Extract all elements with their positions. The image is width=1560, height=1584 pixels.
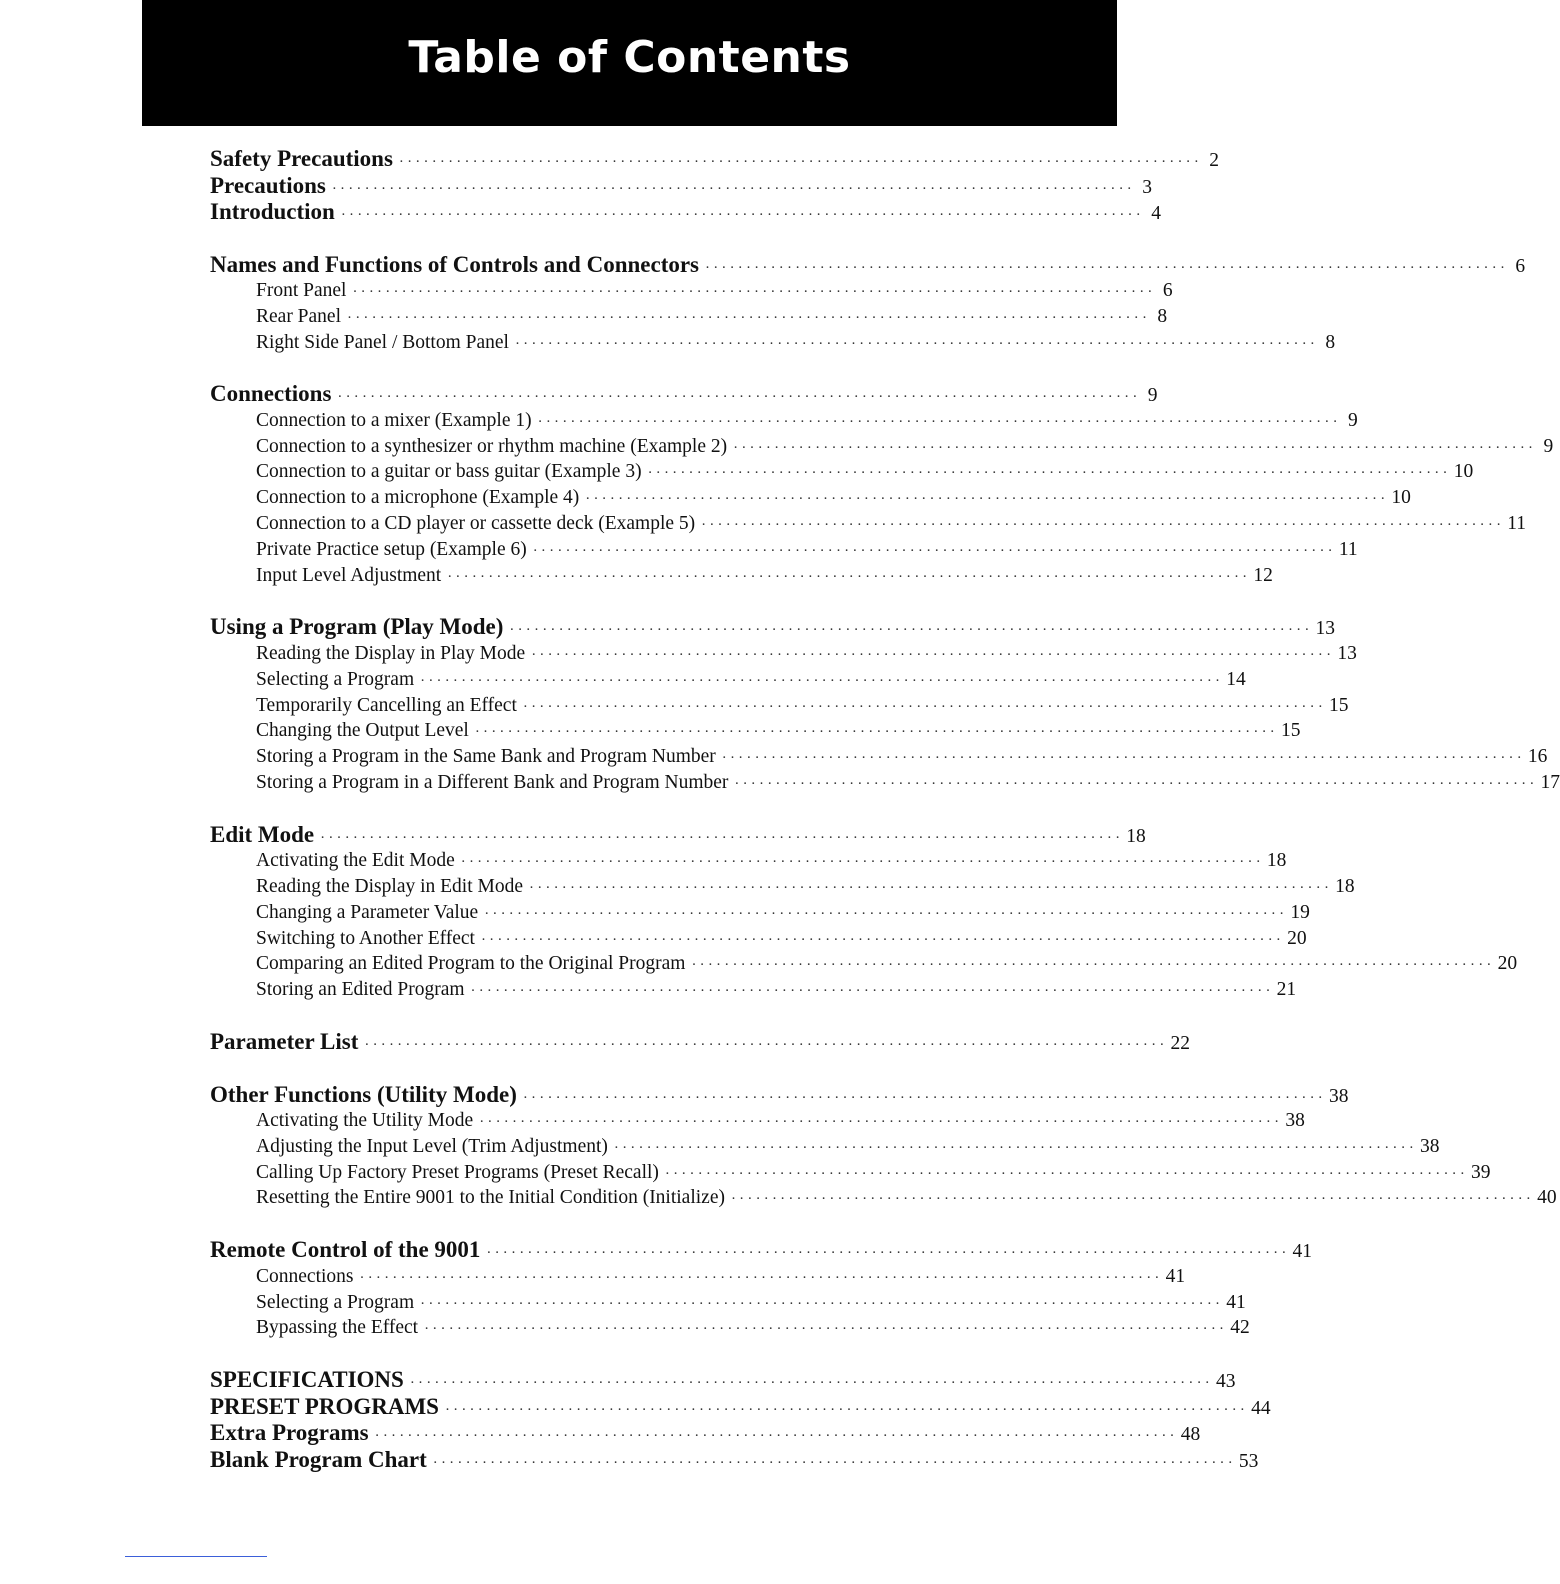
dot-leader: ·································································································· bbox=[705, 259, 1509, 276]
toc-subentry bbox=[210, 848, 1287, 874]
dot-leader: ·································································································· bbox=[691, 957, 1495, 974]
toc-page-number: 38 bbox=[1285, 1110, 1305, 1132]
toc-subentry bbox=[210, 1290, 1246, 1316]
toc-subentry bbox=[210, 1264, 1186, 1290]
toc-page-number: 53 bbox=[1238, 1450, 1259, 1472]
table-of-contents bbox=[210, 146, 1560, 1499]
toc-entry-label: Input Level Adjustment bbox=[256, 564, 442, 586]
toc-heading-entry bbox=[210, 1420, 1201, 1447]
toc-subentry bbox=[210, 667, 1246, 693]
toc-page-number: 40 bbox=[1537, 1187, 1557, 1209]
toc-subentry bbox=[210, 459, 1474, 485]
dot-leader: ·································································································· bbox=[701, 517, 1505, 534]
toc-page-number: 48 bbox=[1180, 1424, 1201, 1446]
toc-entry-label: Using a Program (Play Mode) bbox=[210, 614, 504, 640]
toc-entry-label: Names and Functions of Controls and Connectors bbox=[210, 251, 700, 277]
toc-subentry bbox=[210, 1185, 1557, 1211]
toc-page-number: 16 bbox=[1527, 746, 1548, 768]
toc-heading-entry bbox=[210, 172, 1152, 200]
dot-leader: ·································································································· bbox=[647, 465, 1451, 482]
dot-leader: ·································································································· bbox=[484, 905, 1288, 922]
toc-page-number: 19 bbox=[1290, 901, 1310, 923]
toc-entry-label: Connection to a CD player or cassette deck (Example 5) bbox=[256, 513, 696, 535]
toc-subentry bbox=[210, 563, 1273, 589]
dot-leader: ·································································································· bbox=[733, 439, 1537, 456]
dot-leader: ·································································································· bbox=[424, 1321, 1228, 1338]
toc-subentry bbox=[210, 693, 1349, 719]
toc-section bbox=[210, 1237, 1313, 1341]
toc-section bbox=[210, 1029, 1191, 1056]
title-banner bbox=[142, 0, 1117, 126]
toc-heading-entry bbox=[210, 1393, 1271, 1421]
toc-heading-entry bbox=[210, 1367, 1236, 1394]
dot-leader: ·································································································· bbox=[514, 335, 1319, 352]
toc-page-number: 9 bbox=[1147, 385, 1158, 407]
dot-leader: ·································································································· bbox=[486, 1245, 1290, 1262]
toc-page-number: 20 bbox=[1497, 953, 1518, 975]
dot-leader: ·································································································· bbox=[537, 413, 1341, 430]
toc-section bbox=[210, 251, 1526, 356]
toc-subentry bbox=[210, 926, 1307, 952]
toc-page-number: 41 bbox=[1165, 1265, 1186, 1287]
toc-page-number: 44 bbox=[1251, 1397, 1271, 1419]
dot-leader: ·································································································· bbox=[470, 983, 1274, 1000]
toc-page-number: 21 bbox=[1276, 979, 1297, 1001]
toc-page-number: 11 bbox=[1507, 513, 1527, 535]
toc-page-number: 4 bbox=[1151, 203, 1161, 224]
dot-leader: ·································································································· bbox=[522, 698, 1327, 715]
dot-leader: ·································································································· bbox=[532, 542, 1336, 559]
toc-page-number: 15 bbox=[1280, 720, 1301, 742]
toc-entry-label: Extra Programs bbox=[210, 1420, 369, 1446]
dot-leader: ·································································································· bbox=[352, 284, 1156, 300]
toc-entry-label: Storing an Edited Program bbox=[256, 979, 465, 1001]
dot-leader: ·································································································· bbox=[420, 672, 1224, 689]
toc-entry-label: Rear Panel bbox=[256, 305, 342, 327]
toc-page-number: 13 bbox=[1315, 618, 1336, 640]
toc-entry-label: Storing a Program in a Different Bank and Program Number bbox=[256, 771, 729, 793]
toc-entry-label: Activating the Utility Mode bbox=[256, 1110, 474, 1132]
toc-entry-label: Blank Program Chart bbox=[210, 1446, 427, 1472]
toc-subentry bbox=[210, 1315, 1250, 1341]
toc-subentry bbox=[210, 408, 1358, 434]
toc-subentry bbox=[210, 718, 1301, 744]
toc-heading-entry bbox=[210, 381, 1158, 408]
toc-subentry bbox=[210, 1160, 1491, 1186]
dot-leader: ·································································································· bbox=[479, 1114, 1283, 1131]
toc-entry-label: Parameter List bbox=[210, 1029, 359, 1055]
dot-leader: ·································································································· bbox=[409, 1375, 1213, 1392]
toc-page-number: 38 bbox=[1328, 1085, 1349, 1107]
toc-entry-label: Switching to Another Effect bbox=[256, 927, 475, 949]
dot-leader: ·································································································· bbox=[359, 1269, 1163, 1286]
dot-leader: ·································································································· bbox=[664, 1165, 1469, 1182]
toc-page-number: 41 bbox=[1226, 1291, 1246, 1313]
toc-entry-label: PRESET PROGRAMS bbox=[210, 1393, 439, 1419]
toc-subentry bbox=[210, 641, 1357, 667]
toc-entry-label: Changing a Parameter Value bbox=[256, 901, 479, 923]
toc-entry-label: Reading the Display in Play Mode bbox=[256, 642, 526, 664]
toc-page-number: 2 bbox=[1209, 150, 1220, 171]
toc-page-number: 18 bbox=[1126, 825, 1146, 847]
dot-leader: ·································································································· bbox=[730, 1191, 1535, 1208]
toc-entry-label: Safety Precautions bbox=[210, 146, 393, 171]
toc-heading-entry bbox=[210, 1029, 1191, 1056]
toc-subentry bbox=[210, 1108, 1305, 1134]
toc-entry-label: Connection to a synthesizer or rhythm machine (Example 2) bbox=[256, 435, 728, 457]
dot-leader: ·································································································· bbox=[460, 854, 1264, 871]
toc-entry-label: Right Side Panel / Bottom Panel bbox=[256, 331, 509, 353]
toc-entry-label: Other Functions (Utility Mode) bbox=[210, 1081, 517, 1107]
dot-leader: ·································································································· bbox=[613, 1139, 1418, 1156]
toc-section bbox=[210, 614, 1560, 795]
toc-section bbox=[210, 381, 1554, 588]
toc-entry-label: Reading the Display in Edit Mode bbox=[256, 876, 524, 898]
dot-leader: ·································································································· bbox=[509, 622, 1313, 639]
toc-page-number: 42 bbox=[1230, 1317, 1250, 1339]
dot-leader: ·································································································· bbox=[444, 1401, 1249, 1418]
toc-page-number: 11 bbox=[1338, 538, 1358, 560]
toc-page-number: 13 bbox=[1337, 642, 1357, 664]
toc-page-number: 9 bbox=[1543, 435, 1554, 457]
toc-page-number: 22 bbox=[1170, 1033, 1191, 1055]
toc-entry-label: Selecting a Program bbox=[256, 1291, 415, 1313]
toc-entry-label: Front Panel bbox=[256, 280, 347, 301]
toc-page-number: 8 bbox=[1325, 331, 1336, 353]
dot-leader: ·································································································· bbox=[585, 491, 1389, 508]
toc-entry-label: SPECIFICATIONS bbox=[210, 1367, 404, 1393]
toc-heading-entry bbox=[210, 821, 1146, 849]
dot-leader: ·································································································· bbox=[420, 1295, 1224, 1312]
dot-leader: ·································································································· bbox=[331, 180, 1135, 197]
toc-subentry bbox=[210, 951, 1518, 977]
toc-entry-label: Calling Up Factory Preset Programs (Preset Recall) bbox=[256, 1161, 659, 1183]
toc-subentry bbox=[210, 537, 1358, 563]
toc-subentry bbox=[210, 1134, 1440, 1160]
toc-entry-label: Private Practice setup (Example 6) bbox=[256, 538, 527, 560]
toc-section bbox=[210, 1367, 1271, 1473]
dot-leader: ·································································································· bbox=[721, 750, 1525, 767]
toc-entry-label: Adjusting the Input Level (Trim Adjustment) bbox=[256, 1135, 608, 1157]
toc-heading-entry bbox=[210, 251, 1526, 279]
toc-subentry bbox=[210, 770, 1560, 796]
dot-leader: ·································································································· bbox=[447, 568, 1251, 585]
toc-subentry bbox=[210, 977, 1297, 1003]
dot-leader: ·································································································· bbox=[474, 724, 1278, 741]
toc-heading-entry bbox=[210, 1081, 1349, 1109]
dot-leader: ·································································································· bbox=[432, 1454, 1236, 1471]
dot-leader: ·································································································· bbox=[522, 1089, 1326, 1106]
toc-entry-label: Storing a Program in the Same Bank and Program Number bbox=[256, 746, 716, 768]
toc-heading-entry bbox=[210, 614, 1336, 641]
toc-subentry bbox=[210, 744, 1548, 770]
toc-entry-label: Connections bbox=[256, 1265, 354, 1287]
toc-entry-label: Edit Mode bbox=[210, 821, 315, 847]
toc-page-number: 43 bbox=[1215, 1371, 1236, 1393]
dot-leader: ·································································································· bbox=[337, 389, 1141, 406]
toc-entry-label: Temporarily Cancelling an Effect bbox=[256, 694, 517, 716]
dot-leader: ·································································································· bbox=[347, 309, 1151, 326]
toc-page-number: 17 bbox=[1540, 771, 1560, 793]
toc-page-number: 3 bbox=[1142, 176, 1152, 198]
toc-entry-label: Bypassing the Effect bbox=[256, 1317, 419, 1339]
toc-page-number: 39 bbox=[1471, 1161, 1491, 1183]
toc-page-number: 20 bbox=[1287, 927, 1307, 949]
toc-entry-label: Connection to a guitar or bass guitar (Example 3) bbox=[256, 461, 642, 483]
toc-entry-label: Precautions bbox=[210, 172, 326, 198]
toc-entry-label: Activating the Edit Mode bbox=[256, 850, 455, 872]
toc-entry-label: Resetting the Entire 9001 to the Initial Condition (Initialize) bbox=[256, 1187, 725, 1209]
toc-entry-label: Selecting a Program bbox=[256, 668, 415, 690]
toc-entry-label: Changing the Output Level bbox=[256, 720, 469, 742]
toc-page-number: 18 bbox=[1266, 850, 1287, 872]
toc-page-number: 9 bbox=[1348, 409, 1358, 431]
toc-subentry bbox=[210, 434, 1554, 460]
toc-heading-entry bbox=[210, 1446, 1259, 1474]
footer-rule bbox=[125, 1556, 267, 1557]
toc-entry-label: Connection to a microphone (Example 4) bbox=[256, 487, 580, 509]
toc-section bbox=[210, 821, 1518, 1003]
toc-subentry bbox=[210, 900, 1310, 926]
toc-subentry bbox=[210, 485, 1411, 511]
dot-leader: ·································································································· bbox=[374, 1428, 1178, 1445]
dot-leader: ·································································································· bbox=[364, 1037, 1168, 1054]
toc-heading-entry bbox=[210, 1237, 1313, 1264]
toc-entry-label: Introduction bbox=[210, 199, 335, 224]
toc-heading-entry bbox=[210, 146, 1220, 173]
toc-entry-label: Connection to a mixer (Example 1) bbox=[256, 409, 532, 431]
toc-page-number: 8 bbox=[1157, 305, 1168, 327]
toc-heading-entry bbox=[210, 199, 1161, 226]
toc-page-number: 6 bbox=[1515, 255, 1526, 277]
toc-page-number: 14 bbox=[1226, 668, 1246, 690]
toc-entry-label: Connections bbox=[210, 381, 332, 407]
toc-page-number: 15 bbox=[1329, 694, 1349, 716]
toc-section bbox=[210, 1081, 1557, 1212]
toc-page-number: 10 bbox=[1391, 487, 1411, 509]
toc-page-number: 41 bbox=[1292, 1241, 1313, 1263]
toc-subentry bbox=[210, 330, 1336, 356]
toc-page-number: 12 bbox=[1253, 564, 1273, 586]
toc-entry-label: Remote Control of the 9001 bbox=[210, 1237, 481, 1263]
toc-page-number: 6 bbox=[1162, 280, 1173, 301]
toc-page-number: 38 bbox=[1420, 1135, 1440, 1157]
toc-subentry bbox=[210, 278, 1173, 304]
dot-leader: ·································································································· bbox=[398, 154, 1203, 170]
toc-entry-label: Comparing an Edited Program to the Original Program bbox=[256, 953, 686, 975]
toc-page-number: 10 bbox=[1453, 461, 1474, 483]
dot-leader: ·································································································· bbox=[734, 775, 1538, 792]
toc-subentry bbox=[210, 511, 1527, 537]
dot-leader: ·································································································· bbox=[531, 646, 1335, 663]
toc-subentry bbox=[210, 874, 1355, 900]
dot-leader: ·································································································· bbox=[320, 829, 1124, 846]
toc-subentry bbox=[210, 304, 1168, 330]
toc-section bbox=[210, 146, 1220, 226]
dot-leader: ·································································································· bbox=[340, 207, 1144, 223]
dot-leader: ·································································································· bbox=[480, 931, 1285, 948]
dot-leader: ·································································································· bbox=[529, 880, 1333, 897]
toc-page-number: 18 bbox=[1335, 876, 1355, 898]
page-title: Table of Contents bbox=[408, 31, 851, 83]
